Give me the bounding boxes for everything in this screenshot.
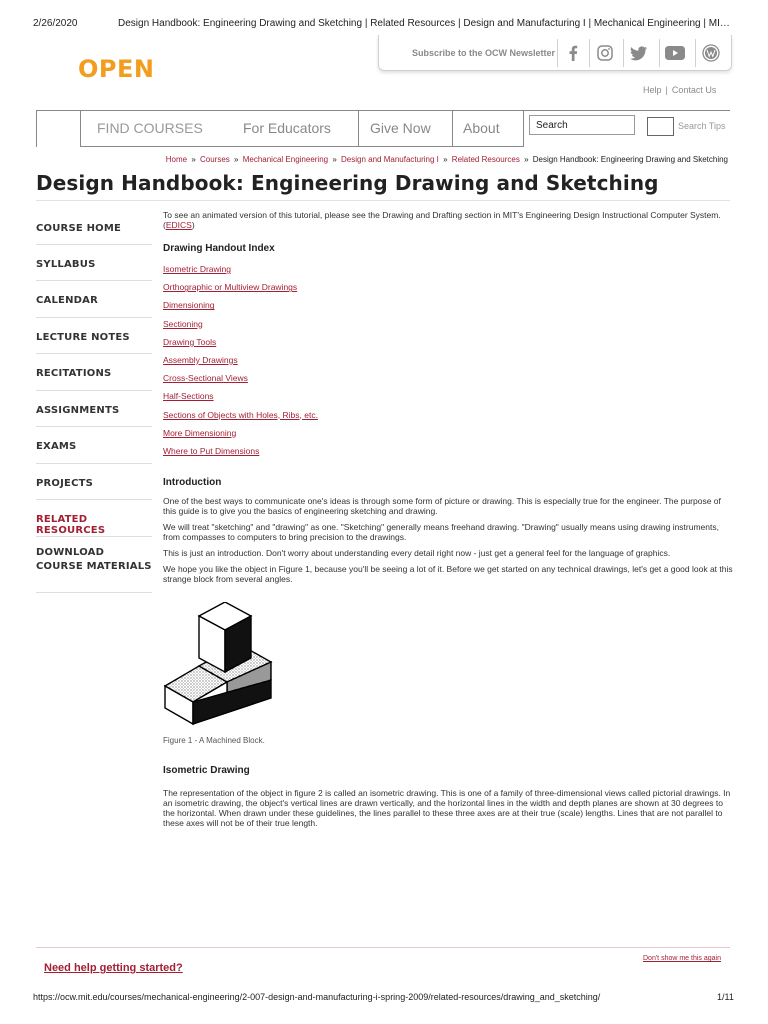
list-item <box>163 319 733 337</box>
index-link-half-sections[interactable]: Half-Sections <box>163 391 214 402</box>
breadcrumb <box>166 155 728 164</box>
search-button[interactable] <box>647 117 674 136</box>
intro-paragraph: We hope you like the object in Figure 1, because you'll be seeing a lot of it. Before we get started on any technical drawings, let's get a good look at this strange block from several angles. <box>163 564 733 585</box>
list-item <box>163 391 733 409</box>
nav-find-courses[interactable]: FIND COURSES <box>80 111 230 147</box>
intro-note <box>163 210 733 230</box>
print-date: 2/26/2020 <box>33 18 78 29</box>
index-link-where-dimensions[interactable]: Where to Put Dimensions <box>163 445 260 456</box>
util-separator: | <box>665 85 668 95</box>
list-item <box>163 410 733 428</box>
breadcrumb-separator: » <box>234 155 239 164</box>
list-item <box>163 373 733 391</box>
breadcrumb-design-manufacturing[interactable]: Design and Manufacturing I <box>341 155 439 164</box>
drawing-index-list <box>163 264 733 464</box>
intro-note-text: To see an animated version of this tutorial, please see the Drawing and Drafting section in MIT's Engineering Design Instructional Computer System. ( <box>163 210 721 230</box>
introduction-heading: Introduction <box>163 477 222 489</box>
print-page-title: Design Handbook: Engineering Drawing and Sketching | Related Resources | Design and Manufacturing I | Mechanical Engineering | MI… <box>118 18 730 29</box>
list-item <box>163 355 733 373</box>
twitter-icon[interactable] <box>623 39 653 67</box>
breadcrumb-separator: » <box>332 155 337 164</box>
isometric-heading: Isometric Drawing <box>163 765 250 777</box>
title-divider <box>36 200 730 201</box>
instagram-icon[interactable] <box>589 39 619 67</box>
youtube-icon[interactable] <box>659 39 689 67</box>
list-item <box>163 428 733 446</box>
subscribe-box <box>378 35 732 71</box>
ocw-logo[interactable]: OPEN <box>78 55 155 83</box>
breadcrumb-current: Design Handbook: Engineering Drawing and Sketching <box>532 155 728 164</box>
intro-paragraph: This is just an introduction. Don't worry about understanding every detail right now - just get a general feel for the language of graphics. <box>163 548 671 559</box>
figure-caption: Figure 1 - A Machined Block. <box>163 736 265 746</box>
breadcrumb-home[interactable]: Home <box>165 155 188 164</box>
contact-us-link[interactable]: Contact Us <box>671 85 717 95</box>
sidebar-item-recitations[interactable]: RECITATIONS <box>36 354 152 391</box>
sidebar-item-lecture-notes[interactable]: LECTURE NOTES <box>36 318 152 355</box>
help-link[interactable]: Help <box>643 85 662 95</box>
intro-paragraph: We will treat "sketching" and "drawing" as one. "Sketching" generally means freehand drawing. "Drawing" usually means using drawing instruments, from compasses to computers to bring precision to the drawings. <box>163 522 719 543</box>
machined-block-figure <box>163 602 733 728</box>
breadcrumb-related-resources[interactable]: Related Resources <box>451 155 520 164</box>
print-url: https://ocw.mit.edu/courses/mechanical-engineering/2-007-design-and-manufacturing-i-spring-2009/related-resources/drawing_and_sketching/ <box>33 992 601 1002</box>
intro-note-close: ) <box>191 220 195 230</box>
breadcrumb-separator: » <box>191 155 196 164</box>
nav-for-educators[interactable]: For Educators <box>230 111 358 147</box>
edics-link[interactable]: EDICS <box>165 220 192 230</box>
print-page-number: 1/11 <box>717 992 734 1002</box>
course-sidebar <box>36 208 152 593</box>
index-link-sectioning[interactable]: Sectioning <box>163 318 203 329</box>
breadcrumb-mechanical-engineering[interactable]: Mechanical Engineering <box>242 155 329 164</box>
index-link-orthographic[interactable]: Orthographic or Multiview Drawings <box>163 282 298 293</box>
machined-block-drawing <box>163 602 275 726</box>
sidebar-item-assignments[interactable]: ASSIGNMENTS <box>36 391 152 428</box>
index-link-cross-sectional[interactable]: Cross-Sectional Views <box>163 373 248 384</box>
sidebar-item-related-resources[interactable]: RELATED RESOURCES <box>36 500 152 537</box>
sidebar-item-course-home[interactable]: COURSE HOME <box>36 208 152 245</box>
page-title: Design Handbook: Engineering Drawing and Sketching <box>36 171 659 195</box>
breadcrumb-courses[interactable]: Courses <box>200 155 230 164</box>
sidebar-item-exams[interactable]: EXAMS <box>36 427 152 464</box>
nav-give-now[interactable]: Give Now <box>358 111 452 147</box>
sidebar-item-calendar[interactable]: CALENDAR <box>36 281 152 318</box>
search-tips-link[interactable]: Search Tips <box>678 121 726 131</box>
subscribe-newsletter-link[interactable]: Subscribe to the OCW Newsletter <box>412 48 556 58</box>
help-bar-divider <box>36 947 730 948</box>
dont-show-again-link[interactable]: Don't show me this again <box>643 955 721 962</box>
main-content <box>163 210 733 834</box>
list-item <box>163 446 733 464</box>
isometric-paragraph: The representation of the object in figure 2 is called an isometric drawing. This is one of a family of three-dimensional views called pictorial drawings. In an isometric drawing, the object's vertical lines are drawn vertically, and the horizontal lines in the width and depth planes are shown at 30 degrees to the horizontal. When drawn under these guidelines, the lines parallel to these three axes are at their true (scale) lengths. Lines that are not parallel to these axes will not be of their true length. <box>163 788 731 829</box>
list-item <box>163 337 733 355</box>
intro-paragraph: One of the best ways to communicate one's ideas is through some form of picture or drawing. This is especially true for the engineer. The purpose of this guide is to give you the basics of engineering sketching and drawing. <box>163 496 721 517</box>
index-link-assembly[interactable]: Assembly Drawings <box>163 354 238 365</box>
list-item <box>163 300 733 318</box>
sidebar-item-syllabus[interactable]: SYLLABUS <box>36 245 152 282</box>
index-link-dimensioning[interactable]: Dimensioning <box>163 300 215 311</box>
sidebar-item-download-course-materials[interactable]: DOWNLOAD COURSE MATERIALS <box>36 537 152 593</box>
list-item <box>163 282 733 300</box>
breadcrumb-separator: » <box>524 155 529 164</box>
print-header <box>0 0 768 29</box>
sidebar-item-projects[interactable]: PROJECTS <box>36 464 152 501</box>
index-link-isometric[interactable]: Isometric Drawing <box>163 264 232 274</box>
nav-left-border <box>36 111 37 147</box>
index-link-holes-ribs[interactable]: Sections of Objects with Holes, Ribs, etc. <box>163 409 318 420</box>
utility-links <box>643 85 716 95</box>
search-input[interactable] <box>529 115 635 135</box>
facebook-icon[interactable] <box>557 39 587 67</box>
index-link-drawing-tools[interactable]: Drawing Tools <box>163 336 217 347</box>
index-link-more-dimensioning[interactable]: More Dimensioning <box>163 427 237 438</box>
index-heading: Drawing Handout Index <box>163 243 275 254</box>
list-item <box>163 264 733 282</box>
need-help-link[interactable]: Need help getting started? <box>44 962 183 974</box>
breadcrumb-separator: » <box>443 155 448 164</box>
wordpress-icon[interactable] <box>695 39 725 67</box>
nav-about[interactable]: About <box>452 111 524 147</box>
